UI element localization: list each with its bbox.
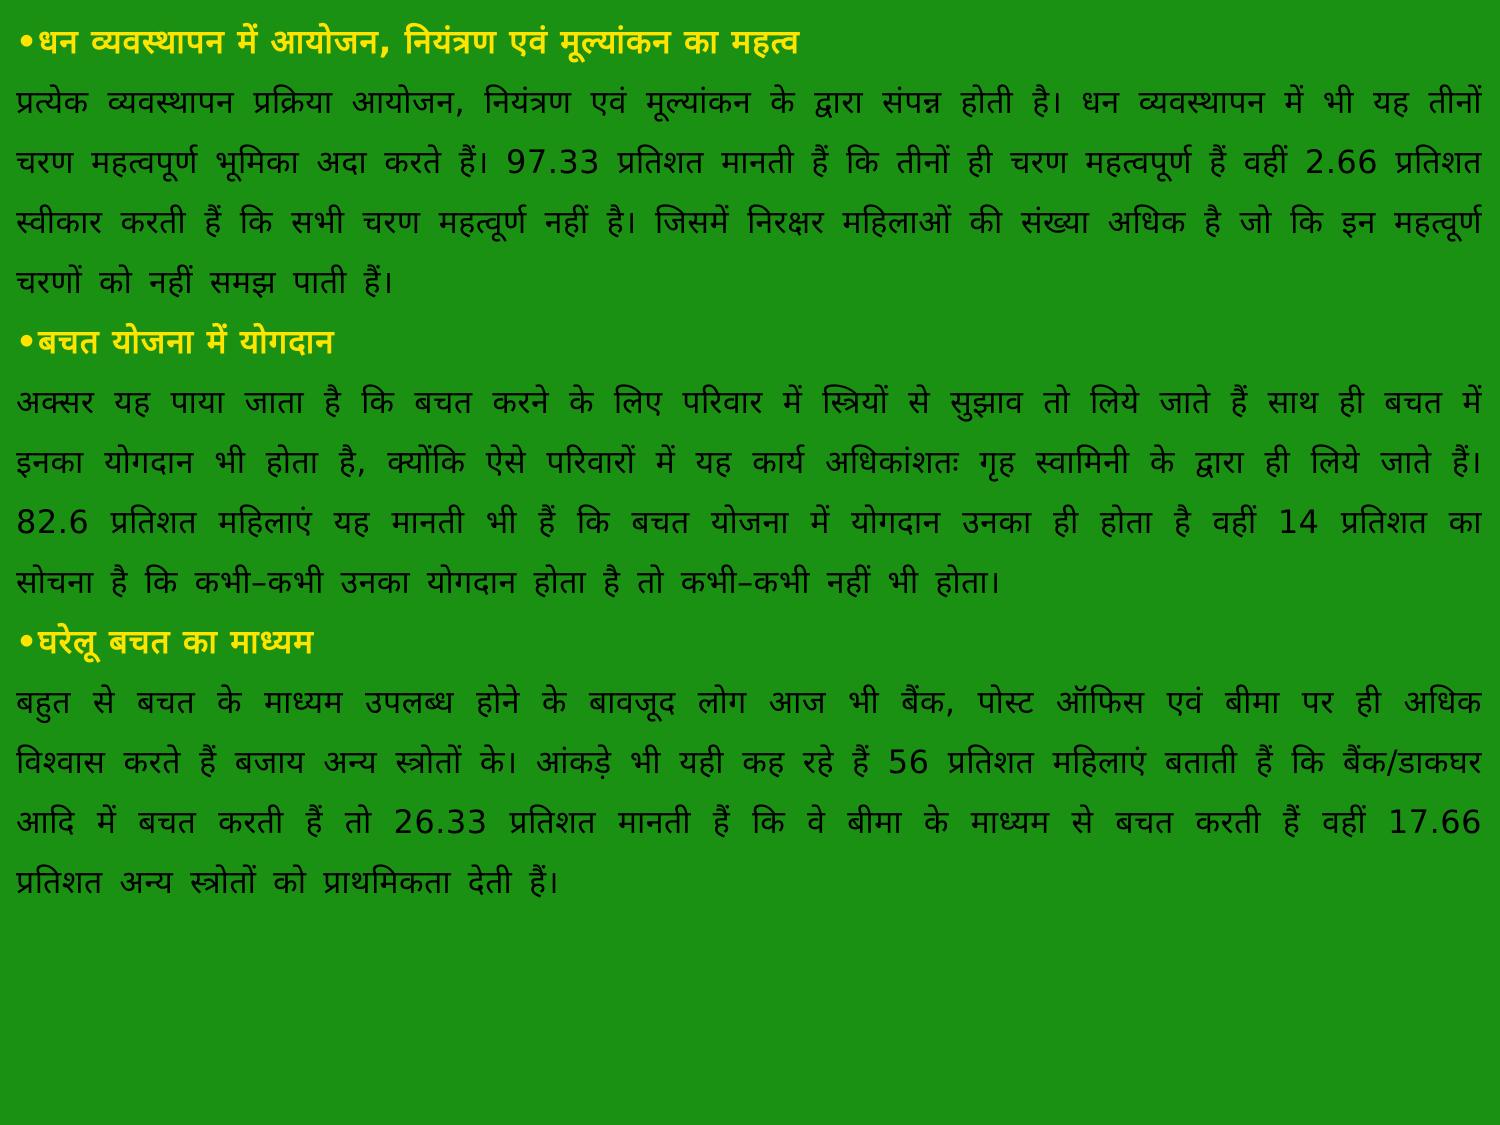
section-paragraph: बहुत से बचत के माध्यम उपलब्ध होने के बावजूद लोग आज भी बैंक, पोस्ट ऑफिस एवं बीमा पर ही अधिक विश्वास करते हैं बजाय अन्य स्त्रोतों के। आंकड़े भी यही कह रहे हैं 56 प्रतिशत महिलाएं बताती हैं कि बैंक/डाकघर आदि में बचत करती हैं तो 26.33 प्रतिशत मानती हैं कि वे बीमा के माध्यम से बचत करती हैं वहीं 17.66 प्रतिशत अन्य स्त्रोतों को प्राथमिकता देती हैं। xyxy=(16,683,1482,901)
section-paragraph: प्रत्येक व्यवस्थापन प्रक्रिया आयोजन, नियंत्रण एवं मूल्यांकन के द्वारा संपन्न होती है। धन व्यवस्थापन में भी यह तीनों चरण महत्वपूर्ण भूमिका अदा करते हैं। 97.33 प्रतिशत मानती हैं कि तीनों ही चरण महत्वपूर्ण हैं वहीं 2.66 प्रतिशत स्वीकार करती हैं कि सभी चरण महत्वूर्ण नहीं है। जिसमें निरक्षर महिलाओं की संख्या अधिक है जो कि इन महत्वूर्ण चरणों को नहीं समझ पाती हैं। xyxy=(16,83,1482,301)
section-heading: •घरेलू बचत का माध्यम xyxy=(16,622,314,661)
section-savings-plan-contribution xyxy=(16,312,1482,612)
section-household-savings-medium xyxy=(16,612,1482,912)
section-heading: •धन व्यवस्थापन में आयोजन, नियंत्रण एवं मूल्यांकन का महत्व xyxy=(16,22,800,61)
section-heading: •बचत योजना में योगदान xyxy=(16,322,335,361)
section-planning-control-evaluation xyxy=(16,12,1482,312)
section-paragraph: अक्सर यह पाया जाता है कि बचत करने के लिए परिवार में स्त्रियों से सुझाव तो लिये जाते हैं साथ ही बचत में इनका योगदान भी होता है, क्योंकि ऐसे परिवारों में यह कार्य अधिकांशतः गृह स्वामिनी के द्वारा ही लिये जाते हैं। 82.6 प्रतिशत महिलाएं यह मानती भी हैं कि बचत योजना में योगदान उनका ही होता है वहीं 14 प्रतिशत का सोचना है कि कभी–कभी उनका योगदान होता है तो कभी–कभी नहीं भी होता। xyxy=(16,383,1482,601)
